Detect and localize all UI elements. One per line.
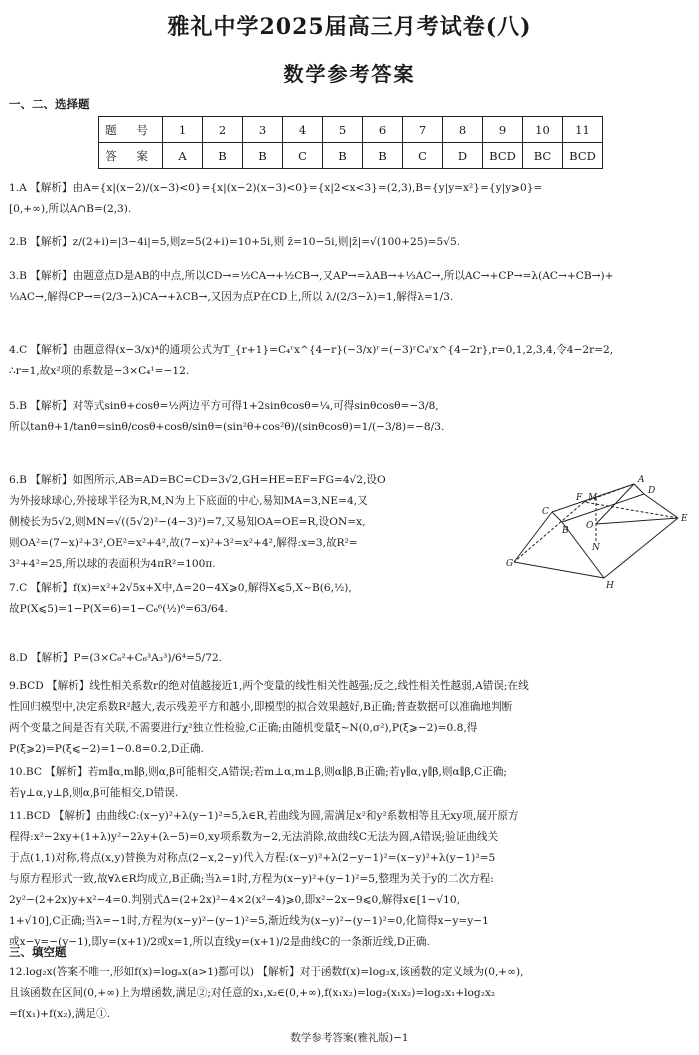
label-N: N	[592, 543, 600, 553]
answer-cell: B	[363, 143, 403, 169]
solution-item-5: 5.B 【解析】对等式sinθ+cosθ=½两边平方可得1+2sinθcosθ=¼,可得sinθcosθ=−3/8, 所以tanθ+1/tanθ=sinθ/cosθ+cosθ/sinθ=(sin²θ+cos²θ)/(sinθcosθ)=1/(−3/8)=−8/3.	[9, 400, 445, 433]
edge-GH	[514, 562, 604, 578]
answer-table-answer-row	[99, 143, 603, 169]
question-number: 2	[203, 117, 243, 143]
solution-item-1: 1.A 【解析】由A={x|(x−2)/(x−3)<0}={x|(x−2)(x−3)<0}={x|2<x<3}=(2,3),B={y|y=x²}={y|y⩾0}= [0,+∞),所以A∩B=(2,3).	[9, 182, 543, 215]
page-footer: 数学参考答案(雅礼版)−1	[290, 1032, 409, 1044]
frustum-figure	[504, 470, 692, 592]
solution-item-12: 12.log₂x(答案不唯一,形如f(x)=logₐx(a>1)都可以) 【解析】对于函数f(x)=log₂x,该函数的定义域为(0,+∞), 且该函数在区间(0,+∞)上为增函数,满足②;对任意的x₁,x₂∈(0,+∞),f(x₁x₂)=log₂(x₁x₂)=log₂x₁+log₂x₂ =f(x₁)+f(x₂),满足①.	[9, 966, 524, 1020]
label-O: O	[586, 521, 594, 531]
question-number: 7	[403, 117, 443, 143]
answer-cell: A	[163, 143, 203, 169]
label-C: C	[542, 507, 549, 517]
document-title: 雅礼中学2025届高三月考试卷(八)	[167, 14, 532, 40]
solution-item-7: 7.C 【解析】f(x)=x²+2√5x+X中,Δ=20−4X⩾0,解得X⩽5,X~B(6,½), 故P(X⩽5)=1−P(X=6)=1−C₆⁶(½)⁶=63/64.	[9, 582, 352, 615]
question-number: 11	[563, 117, 603, 143]
answer-cell: C	[403, 143, 443, 169]
question-number: 10	[523, 117, 563, 143]
answer-cell: BCD	[563, 143, 603, 169]
solution-item-3: 3.B 【解析】由题意点D是AB的中点,所以CD→=½CA→+½CB→,又AP→=λAB→+⅓AC→,所以AC→+CP→=λ(AC→+CB→)+ ⅓AC→,解得CP→=(2/3−λ)CA→+λCB→,又因为点P在CD上,所以 λ/(2/3−λ)=1,解得λ=1/3.	[9, 270, 614, 303]
solution-item-9: 9.BCD 【解析】线性相关系数r的绝对值越接近1,两个变量的线性相关性越强;反之,线性相关性越弱,A错误;在线 性回归模型中,决定系数R²越大,表示残差平方和越小,即模型的拟合效果越好,B正确;普查数据可以准确地判断 两个变量之间是否有关联,不需要进行χ²独立性检验,C正确;由随机变量ξ~N(0,σ²),P(ξ⩾−2)=0.8,得 P(ξ⩾2)=P(ξ⩽−2)=1−0.8=0.2,D正确.	[9, 680, 529, 755]
label-M: M	[588, 493, 598, 503]
lateral-edge	[644, 494, 678, 518]
answer-table	[98, 116, 603, 169]
section-heading-choice: 一、二、选择题	[9, 97, 90, 111]
edge-DC	[562, 494, 644, 522]
answer-cell: B	[323, 143, 363, 169]
label-H: H	[606, 581, 614, 591]
solution-item-10: 10.BC 【解析】若m∥α,m∥β,则α,β可能相交,A错误;若m⊥α,m⊥β,则α∥β,B正确;若γ∥α,γ∥β,则α∥β,C正确; 若γ⊥α,γ⊥β,则α,β可能相交,D错误.	[9, 766, 507, 799]
label-F: F	[576, 493, 583, 503]
question-number: 4	[283, 117, 323, 143]
question-number: 8	[443, 117, 483, 143]
question-number: 6	[363, 117, 403, 143]
label-E: E	[681, 514, 688, 524]
edge-FG	[514, 502, 584, 562]
question-number: 3	[243, 117, 283, 143]
answer-cell: BCD	[483, 143, 523, 169]
solution-item-11: 11.BCD 【解析】由曲线C:(x−y)²+λ(y−1)²=5,λ∈R,若曲线为圆,需满足x²和y²系数相等且无xy项,展开原方 程得:x²−2xy+(1+λ)y²−2λy+(λ−5)=0,xy项系数为−2,无法消除,故曲线C无法为圆,A错误;验证曲线关 于点(1,1)对称,将点(x,y)替换为对称点(2−x,2−y)代入方程:(x−y)²+λ(2−y−1)²=(x−y)²+λ(y−1)²=5 与原方程形式一致,故∀λ∈R均成立,B正确;当λ=1时,方程为(x−y)²+(y−1)²=5,整理为关于y的二次方程: 2y²−(2+2x)y+x²−4=0.判别式Δ=(2+2x)²−4×2(x²−4)⩾0,即x²−2x−9⩽0,解得x∈[1−√10, 1+√10],C正确;当λ=−1时,方程为(x−y)²−(y−1)²=5,渐近线为(x−y)²−(y−1)²=0,化简得x−y=y−1 或x−y=−(y−1),即y=(x+1)/2或x=1,所以直线y=(x+1)/2是曲线C的一条渐近线,D正确.	[9, 810, 519, 948]
radius-OE	[596, 518, 678, 524]
answer-table-row-label: 答 案	[99, 143, 163, 169]
answer-cell: BC	[523, 143, 563, 169]
answer-cell: C	[283, 143, 323, 169]
answer-cell: B	[243, 143, 283, 169]
answer-table-header-row	[99, 117, 603, 143]
lateral-edge	[514, 512, 552, 562]
edge-CB	[552, 512, 562, 522]
edge-HE	[604, 518, 678, 578]
section-heading-fill: 三、填空题	[9, 945, 67, 959]
question-number: 1	[163, 117, 203, 143]
solution-item-8: 8.D 【解析】P=(3×C₆²+C₆³A₃³)/6⁴=5/72.	[9, 652, 223, 664]
document-subtitle: 数学参考答案	[283, 62, 416, 86]
edge-AD	[634, 484, 644, 494]
answer-cell: B	[203, 143, 243, 169]
question-number: 5	[323, 117, 363, 143]
label-B: B	[562, 526, 569, 536]
solution-item-6: 6.B 【解析】如图所示,AB=AD=BC=CD=3√2,GH=HE=EF=FG=4√2,设O 为外接球球心,外接球半径为R,M,N为上下底面的中心,易知MA=3,NE=4,又 侧棱长为5√2,则MN=√((5√2)²−(4−3)²)=7,又易知OA=OE=R,设ON=x, 则OA²=(7−x)²+3²,OE²=x²+4²,故(7−x)²+3²=x²+4²,解得:x=3,故R²= 3²+4²=25,所以球的表面积为4πR²=100π.	[9, 474, 386, 570]
solution-item-4: 4.C 【解析】由题意得(x−3/x)⁴的通项公式为T_{r+1}=C₄ʳx^{4−r}(−3/x)ʳ=(−3)ʳC₄ʳx^{4−2r},r=0,1,2,3,4,令4−2r=2, ∴r=1,故x²项的系数是−3×C₄¹=−12.	[9, 344, 614, 377]
label-A: A	[638, 475, 645, 485]
solution-item-2: 2.B 【解析】z/(2+i)=|3−4i|=5,则z=5(2+i)=10+5i,则 z̄=10−5i,则|z̄|=√(100+25)=5√5.	[9, 236, 461, 248]
label-G: G	[506, 559, 514, 569]
question-number: 9	[483, 117, 523, 143]
answer-cell: D	[443, 143, 483, 169]
label-D: D	[648, 486, 656, 496]
answer-table-row-label: 题 号	[99, 117, 163, 143]
